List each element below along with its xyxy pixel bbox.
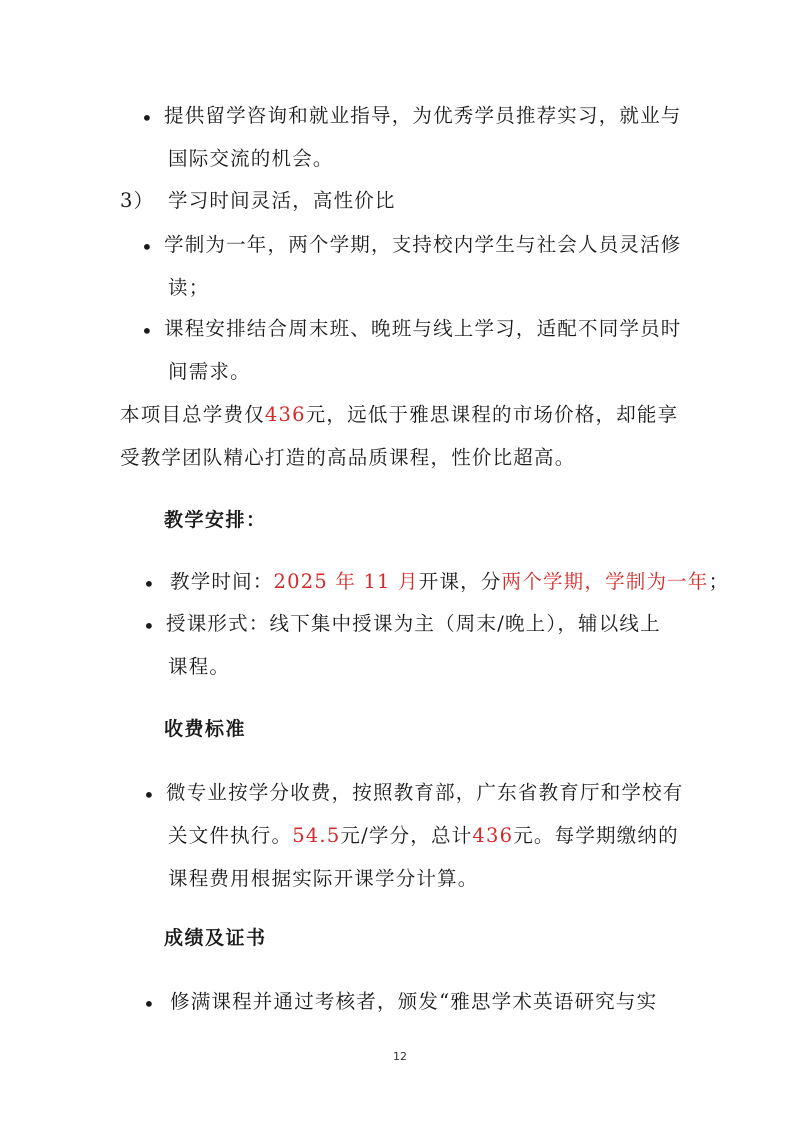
bullet-text: 元。每学期缴纳的 [513, 824, 679, 847]
bullet-text-line: 学制为一年，两个学期，支持校内学生与社会人员灵活修 [164, 233, 682, 256]
paragraph-text: 本项目总学费仅 [120, 403, 265, 426]
list-number: 3） [120, 189, 155, 212]
bullet-text: 关文件执行。 [168, 824, 293, 847]
bullet-text-line: 间需求。 [168, 360, 251, 383]
bullet-text-line: 课程。 [168, 655, 231, 678]
bullet-text-line: 微专业按学分收费，按照教育部，广东省教育厅和学校有 [166, 781, 684, 804]
credit-rate: 54.5 [292, 824, 341, 847]
list-item-title: 学习时间灵活，高性价比 [168, 189, 396, 212]
bullet-text-line: 课程费用根据实际开课学分计算。 [168, 867, 479, 890]
bullet-text-line: 修满课程并通过考核者，颁发“雅思学术英语研究与实 [170, 990, 658, 1013]
bullet-marker: • [141, 235, 153, 259]
bullet-text-line [168, 822, 679, 850]
section-heading-certificate: 成绩及证书 [164, 927, 267, 949]
bullet-text: ； [708, 570, 730, 593]
page-number: 12 [393, 1050, 407, 1063]
bullet-marker: • [141, 106, 153, 130]
paragraph-text: 元，远低于雅思课程的市场价格，却能享 [305, 403, 679, 426]
bullet-marker: • [143, 992, 155, 1016]
bullet-text-line: 国际交流的机会。 [168, 147, 334, 170]
section-heading-teaching: 教学安排： [164, 509, 267, 531]
bullet-marker: • [143, 614, 155, 638]
section-heading-fees: 收费标准 [164, 718, 247, 740]
total-fee: 436 [472, 824, 514, 847]
bullet-marker: • [143, 783, 155, 807]
start-date: 2025 年 11 月 [273, 570, 419, 593]
bullet-text-line: 授课形式：线下集中授课为主（周末/晚上），辅以线上 [166, 612, 661, 635]
bullet-text-line [170, 568, 729, 596]
paragraph-line: 受教学团队精心打造的高品质课程，性价比超高。 [120, 446, 576, 469]
bullet-text: 元/学分，总计 [340, 824, 473, 847]
bullet-text-line: 课程安排结合周末班、晚班与线上学习，适配不同学员时 [164, 317, 682, 340]
bullet-text-line: 提供留学咨询和就业指导，为优秀学员推荐实习，就业与 [164, 104, 682, 127]
tuition-price: 436 [264, 403, 306, 426]
bullet-text: 开课，分 [418, 570, 502, 593]
bullet-marker: • [143, 572, 155, 596]
bullet-text-line: 读； [168, 276, 210, 299]
label-text: 教学时间： [170, 570, 274, 593]
semester-info: 两个学期，学制为一年 [501, 570, 709, 593]
bullet-marker: • [141, 319, 153, 343]
paragraph-line [120, 401, 678, 429]
